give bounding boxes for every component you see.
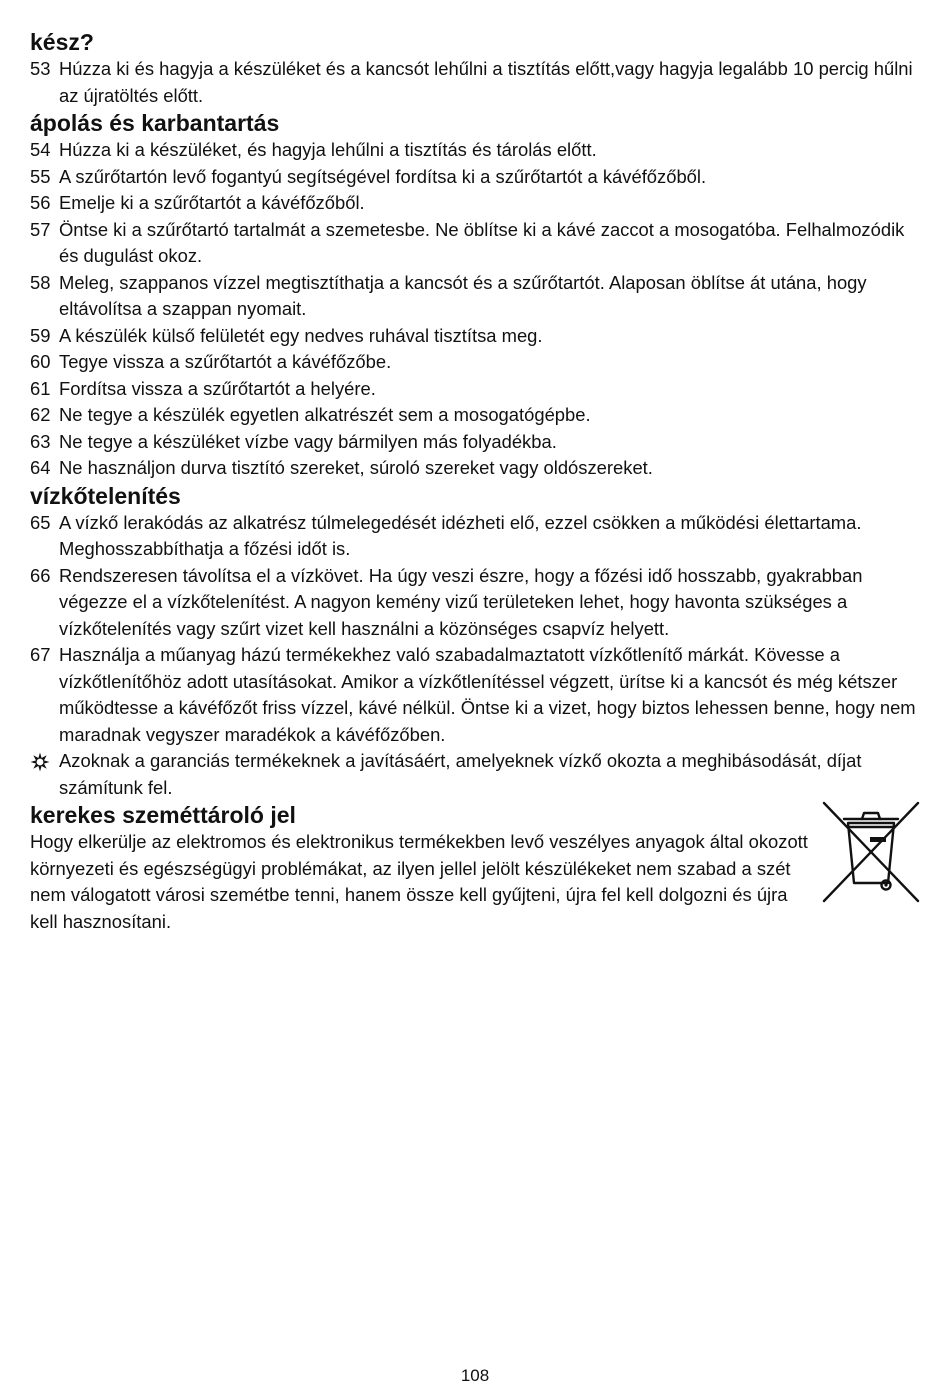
list-item — [30, 642, 922, 748]
list-item — [30, 164, 922, 191]
section-heading: vízkőtelenítés — [30, 482, 181, 509]
section-heading: ápolás és karbantartás — [30, 110, 280, 136]
item-number: 54 — [30, 139, 51, 160]
item-text: Húzza ki a készüléket, és hagyja lehűlni a tisztítás és tárolás előtt. — [59, 139, 597, 160]
instruction-list — [30, 137, 922, 482]
list-item — [30, 217, 922, 270]
list-item — [30, 137, 922, 164]
item-text: Öntse ki a szűrőtartó tartalmát a szemetesbe. Ne öblítse ki a kávé zaccot a mosogatóba. Felhalmozódik és dugulást okoz. — [59, 218, 905, 266]
item-number: 60 — [30, 351, 51, 372]
item-text: A vízkő lerakódás az alkatrész túlmelegedését idézheti elő, ezzel csökken a működési élettartama. Meghosszabbíthatja a főzési időt is. — [59, 511, 862, 559]
instruction-list — [30, 56, 922, 109]
section-heading: kész? — [30, 29, 94, 55]
item-text: Meleg, szappanos vízzel megtisztíthatja a kancsót és a szűrőtartót. Alaposan öblítse át utána, hogy eltávolítsa a szappan nyomait. — [59, 271, 867, 319]
warning-item — [30, 748, 922, 801]
document-page — [30, 28, 922, 935]
item-text: Ne tegye a készülék egyetlen alkatrészét sem a mosogatógépbe. — [59, 404, 591, 425]
warning-text: Azoknak a garanciás termékeknek a javításáért, amelyeknek vízkő okozta a meghibásodását, díjat számítunk fel. — [59, 750, 862, 798]
list-item — [30, 563, 922, 643]
page-number: 108 — [460, 1366, 490, 1385]
list-item — [30, 349, 922, 376]
section-ready — [30, 28, 922, 109]
item-text: Húzza ki és hagyja a készüléket és a kancsót lehűlni a tisztítás előtt,vagy hagyja legalább 10 percig hűlni az újratöltés előtt. — [59, 58, 913, 106]
item-number: 58 — [30, 271, 51, 293]
section-descaling — [30, 482, 922, 802]
item-number: 62 — [30, 404, 51, 425]
list-item — [30, 270, 922, 323]
item-number: 61 — [30, 377, 51, 399]
item-number: 64 — [30, 457, 51, 478]
weee-paragraph: Hogy elkerülje az elektromos és elektronikus termékekben levő veszélyes anyagok által okozott környezeti és egészségügyi problémákat, az ilyen jellel jelölt készülékeket nem szabad a szét nem válogatott városi szemétbe tenni, hanem össze kell gyűjteni, újra fel kell dolgozni és újra kell hasznosítani. — [30, 831, 808, 932]
list-item — [30, 455, 922, 482]
section-weee — [30, 801, 922, 935]
section-heading: kerekes szeméttároló jel — [30, 802, 296, 828]
item-text: Használja a műanyag házú termékekhez való szabadalmaztatott vízkőtlenítő márkát. Kövesse a vízkőtlenítőhöz adott utasításokat. Amikor a vízkőtlenítéssel végzett, ürítse ki a kancsót és még kétszer működtesse a kávéfőzőt friss vízzel, kávé nélkül. Öntse ki a vizet, hogy biztos lehessen benne, hogy nem maradnak vegyszer maradékok a kávéfőzőben. — [59, 644, 916, 745]
item-number: 55 — [30, 165, 51, 187]
list-item — [30, 510, 922, 563]
item-number: 56 — [30, 192, 51, 213]
item-number: 66 — [30, 564, 51, 586]
item-text: Fordítsa vissza a szűrőtartót a helyére. — [59, 377, 376, 399]
item-number: 63 — [30, 430, 51, 452]
item-number: 53 — [30, 58, 51, 79]
item-text: Rendszeresen távolítsa el a vízkövet. Ha úgy veszi észre, hogy a főzési idő hosszabb, gyakrabban végezze el a vízkőtelenítést. A nagyon kemény vizű területeken lehet, hogy havonta szükséges a vízkőtelenítés vagy szűrt vizet kell használni a közönséges csapvíz helyett. — [59, 564, 863, 639]
item-number: 67 — [30, 644, 51, 665]
item-number: 57 — [30, 218, 51, 240]
item-text: Tegye vissza a szűrőtartót a kávéfőzőbe. — [59, 351, 392, 372]
list-item — [30, 56, 922, 109]
section-care — [30, 109, 922, 482]
list-item — [30, 402, 922, 429]
item-text: A szűrőtartón levő fogantyú segítségével fordítsa ki a szűrőtartót a kávéfőzőből. — [59, 165, 707, 187]
list-item — [30, 429, 922, 456]
item-number: 59 — [30, 324, 51, 346]
instruction-list — [30, 510, 922, 802]
item-number: 65 — [30, 511, 51, 533]
item-text: Ne tegye a készüléket vízbe vagy bármilyen más folyadékba. — [59, 430, 557, 452]
list-item — [30, 190, 922, 217]
list-item — [30, 376, 922, 403]
item-text: Ne használjon durva tisztító szereket, súroló szereket vagy oldószereket. — [59, 457, 653, 478]
starburst-icon — [30, 752, 50, 772]
crossed-out-wheelie-bin-icon — [820, 797, 922, 907]
item-text: A készülék külső felületét egy nedves ruhával tisztítsa meg. — [59, 324, 543, 346]
list-item — [30, 323, 922, 350]
item-text: Emelje ki a szűrőtartót a kávéfőzőből. — [59, 192, 365, 213]
